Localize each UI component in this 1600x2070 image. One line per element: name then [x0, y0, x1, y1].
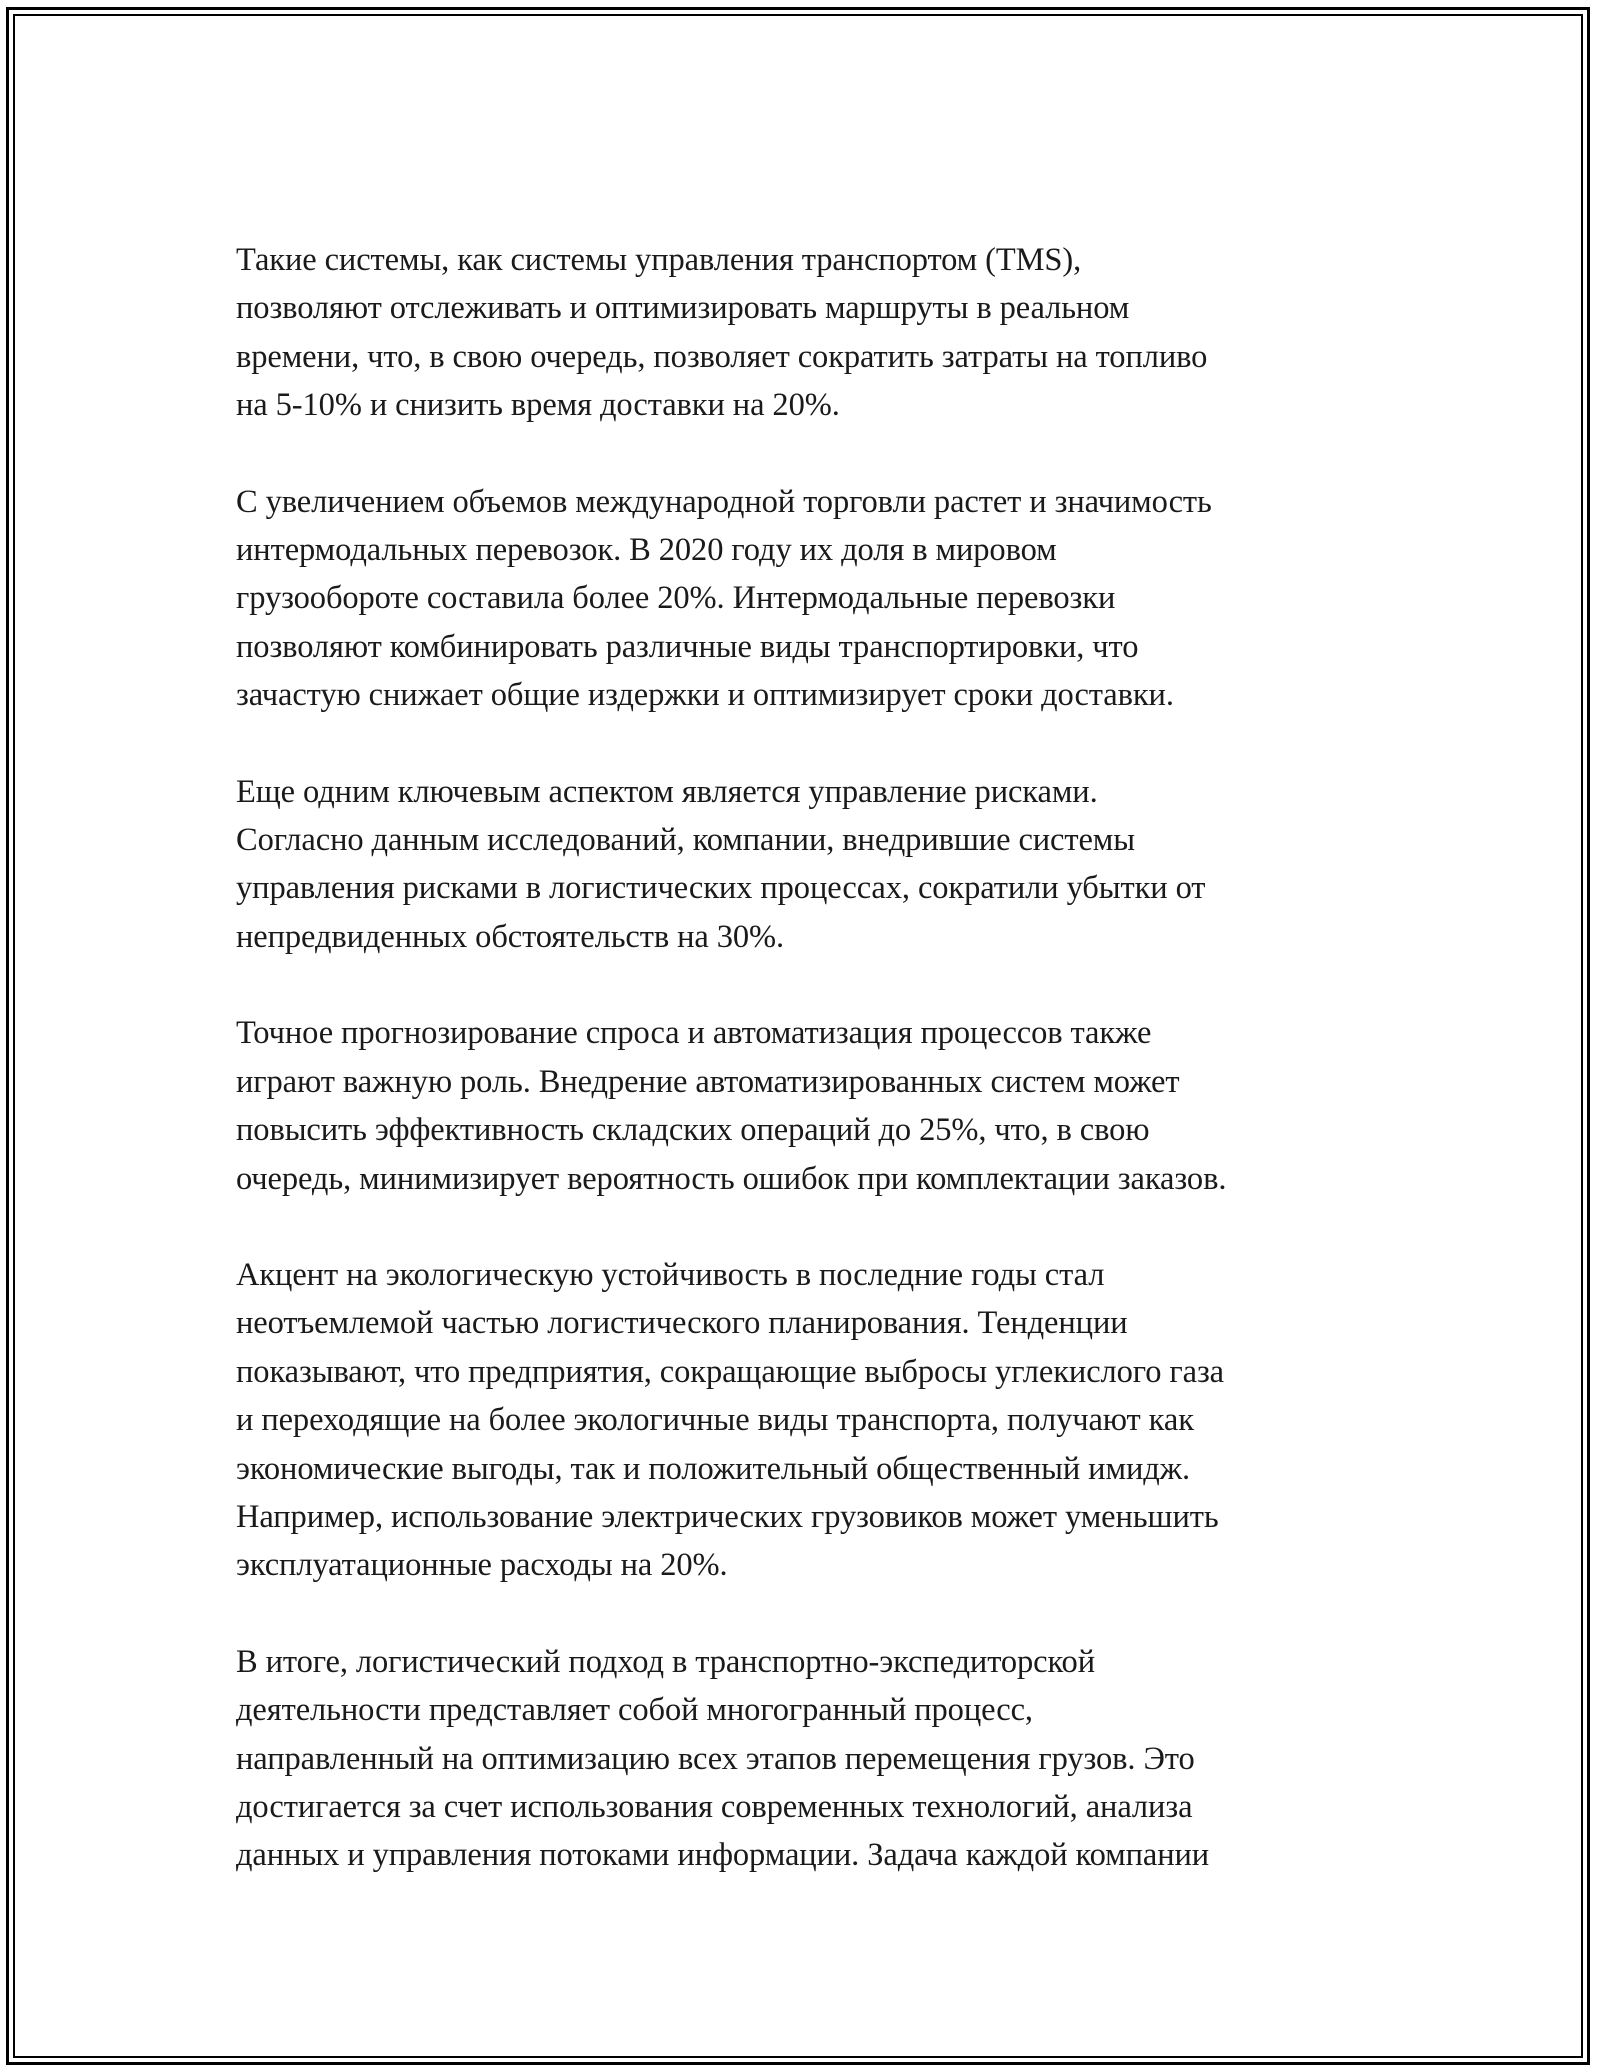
paragraph-ecology: Акцент на экологическую устойчивость в последние годы стал неотъемлемой частью логистического планирования. Тенденции показывают, что предприятия, сокращающие выбросы углекислого газа и переходящие на более экологичные виды транспорта, получают как экономические выгоды, так и положительный общественный имидж. Например, использование электрических грузовиков может уменьшить эксплуатационные расходы на 20%.	[236, 1256, 1225, 1584]
paragraph-intermodal: С увеличением объемов международной торговли растет и значимость интермодальных перевозок. В 2020 году их доля в мировом грузообороте составила более 20%. Интермодальные перевозки позволяют комбинировать различные виды транспортировки, что зачастую снижает общие издержки и оптимизирует сроки доставки.	[236, 483, 1212, 714]
document-body	[236, 236, 1396, 1928]
paragraph-tms: Такие системы, как системы управления транспортом (TMS), позволяют отслеживать и оптимизировать маршруты в реальном времени, что, в свою очередь, позволяет сократить затраты на топливо на 5-10% и снизить время доставки на 20%.	[236, 242, 1208, 424]
paragraph-forecasting: Точное прогнозирование спроса и автоматизация процессов также играют важную роль. Внедрение автоматизированных систем может повысить эффективность складских операций до 25%, что, в свою очередь, минимизирует вероятность ошибок при комплектации заказов.	[236, 1015, 1227, 1197]
paragraph-conclusion: В итоге, логистический подход в транспортно-экспедиторской деятельности представляет собой многогранный процесс, направленный на оптимизацию всех этапов перемещения грузов. Это достигается за счет использования современных технологий, анализа данных и управления потоками информации. Задача каждой компании	[236, 1643, 1210, 1874]
paragraph-risk-management: Еще одним ключевым аспектом является управление рисками. Согласно данным исследований, компании, внедрившие системы управления рисками в логистических процессах, сократили убытки от непредвиденных обстоятельств на 30%.	[236, 773, 1206, 955]
